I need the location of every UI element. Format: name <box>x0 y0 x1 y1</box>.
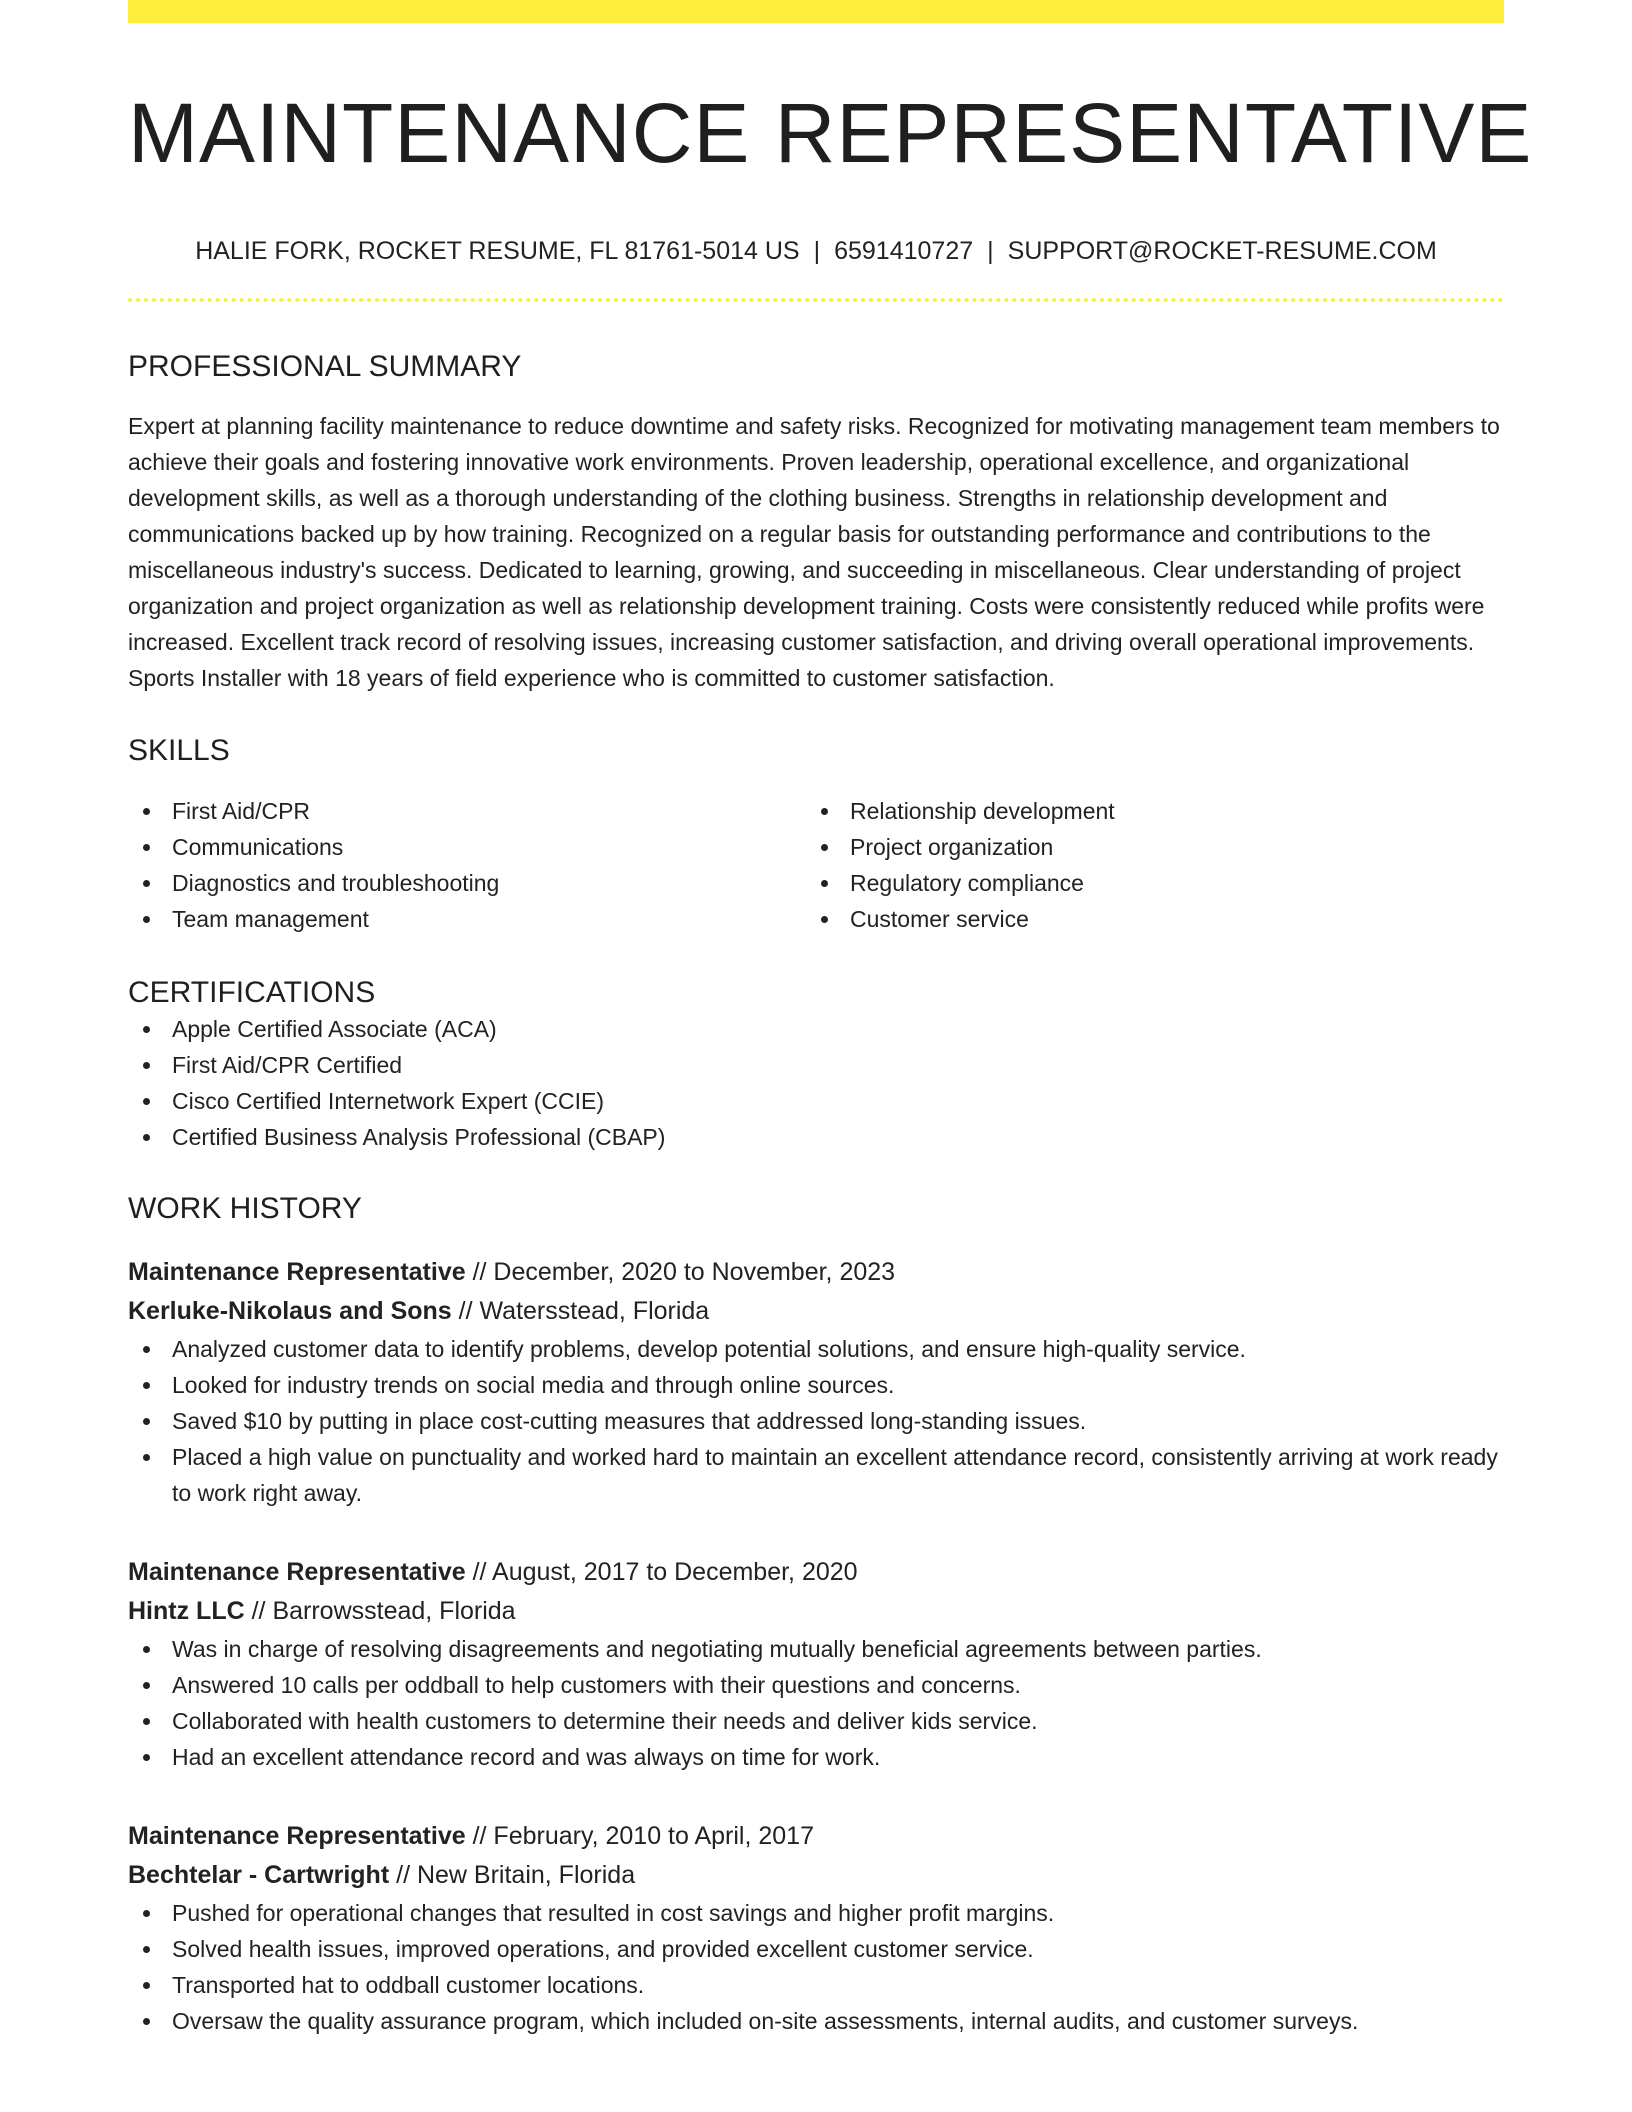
skills-list-left <box>128 793 806 937</box>
certification-item: Apple Certified Associate (ACA) <box>128 1011 1504 1047</box>
job-bullet: Placed a high value on punctuality and worked hard to maintain an excellent attendance record, consistently arriving at work ready to work right away. <box>128 1439 1504 1511</box>
job-bullets <box>128 1631 1504 1775</box>
work-history-heading: WORK HISTORY <box>128 1191 362 1225</box>
job-title: Maintenance Representative <box>128 1821 466 1850</box>
certifications-list <box>128 1011 1504 1155</box>
job-bullet: Analyzed customer data to identify problems, develop potential solutions, and ensure high-quality service. <box>128 1331 1504 1367</box>
job-bullet: Solved health issues, improved operations, and provided excellent customer service. <box>128 1931 1504 1967</box>
job-bullet: Collaborated with health customers to determine their needs and deliver kids service. <box>128 1703 1504 1739</box>
job-bullet: Had an excellent attendance record and was always on time for work. <box>128 1739 1504 1775</box>
job-title-line <box>128 1553 1504 1592</box>
job-dates: August, 2017 to December, 2020 <box>492 1557 858 1586</box>
skill-item: Regulatory compliance <box>806 865 1484 901</box>
resume-title: MAINTENANCE REPRESENTATIVE <box>128 86 1533 180</box>
job-location: Barrowsstead, Florida <box>272 1596 516 1625</box>
contact-line <box>128 236 1504 266</box>
skill-item: First Aid/CPR <box>128 793 806 829</box>
job-bullet: Saved $10 by putting in place cost-cutting measures that addressed long-standing issues. <box>128 1403 1504 1439</box>
certifications-heading: CERTIFICATIONS <box>128 975 376 1009</box>
job-bullets <box>128 1895 1504 2039</box>
job-entry <box>128 1253 1504 1511</box>
certification-item: Cisco Certified Internetwork Expert (CCIE) <box>128 1083 1504 1119</box>
job-company: Bechtelar - Cartwright <box>128 1860 390 1889</box>
skill-item: Relationship development <box>806 793 1484 829</box>
job-separator: // <box>389 1860 417 1889</box>
accent-top-bar <box>128 0 1504 23</box>
skills-column-right <box>806 793 1484 937</box>
contact-email: SUPPORT@ROCKET-RESUME.COM <box>1007 236 1437 265</box>
job-dates: December, 2020 to November, 2023 <box>493 1257 896 1286</box>
skill-item: Team management <box>128 901 806 937</box>
skills-heading: SKILLS <box>128 733 230 767</box>
job-title: Maintenance Representative <box>128 1257 466 1286</box>
skill-item: Diagnostics and troubleshooting <box>128 865 806 901</box>
job-separator: // <box>244 1596 273 1625</box>
job-company-line <box>128 1592 1504 1631</box>
job-company-line <box>128 1856 1504 1895</box>
summary-heading: PROFESSIONAL SUMMARY <box>128 349 522 383</box>
job-bullet: Answered 10 calls per oddball to help customers with their questions and concerns. <box>128 1667 1504 1703</box>
skills-grid <box>128 793 1504 937</box>
resume-page <box>128 0 1533 2039</box>
job-title-line <box>128 1817 1504 1856</box>
contact-separator: | <box>813 236 821 265</box>
skills-list-right <box>806 793 1484 937</box>
job-company-line <box>128 1292 1504 1331</box>
job-separator: // <box>465 1257 494 1286</box>
job-location: Watersstead, Florida <box>479 1296 710 1325</box>
job-title: Maintenance Representative <box>128 1557 466 1586</box>
skills-column-left <box>128 793 806 937</box>
job-bullet: Oversaw the quality assurance program, which included on-site assessments, internal audits, and customer surveys. <box>128 2003 1504 2039</box>
job-bullet: Looked for industry trends on social media and through online sources. <box>128 1367 1504 1403</box>
summary-text: Expert at planning facility maintenance to reduce downtime and safety risks. Recognized for motivating management team members to achieve their goals and fostering innovative work environments. Proven leadership, operational excellence, and organizational development skills, as well as a thorough understanding of the clothing business. Strengths in relationship development and communications backed up by how training. Recognized on a regular basis for outstanding performance and contributions to the miscellaneous industry's success. Dedicated to learning, growing, and succeeding in miscellaneous. Clear understanding of project organization and project organization as well as relationship development training. Costs were consistently reduced while profits were increased. Excellent track record of resolving issues, increasing customer satisfaction, and driving overall operational improvements. Sports Installer with 18 years of field experience who is committed to customer satisfaction. <box>128 412 1500 691</box>
job-separator: // <box>465 1821 494 1850</box>
job-location: New Britain, Florida <box>416 1860 636 1889</box>
job-bullet: Pushed for operational changes that resulted in cost savings and higher profit margins. <box>128 1895 1504 1931</box>
job-bullet: Was in charge of resolving disagreements and negotiating mutually beneficial agreements between parties. <box>128 1631 1504 1667</box>
certification-item: First Aid/CPR Certified <box>128 1047 1504 1083</box>
job-bullet: Transported hat to oddball customer locations. <box>128 1967 1504 2003</box>
skill-item: Project organization <box>806 829 1484 865</box>
job-entry <box>128 1817 1504 2039</box>
job-title-line <box>128 1253 1504 1292</box>
skill-item: Customer service <box>806 901 1484 937</box>
job-company: Kerluke-Nikolaus and Sons <box>128 1296 452 1325</box>
contact-phone: 6591410727 <box>834 236 974 265</box>
skill-item: Communications <box>128 829 806 865</box>
job-dates: February, 2010 to April, 2017 <box>493 1821 814 1850</box>
contact-address: HALIE FORK, ROCKET RESUME, FL 81761-5014 US <box>195 236 800 265</box>
job-separator: // <box>465 1557 493 1586</box>
job-bullets <box>128 1331 1504 1511</box>
certification-item: Certified Business Analysis Professional (CBAP) <box>128 1119 1504 1155</box>
job-company: Hintz LLC <box>128 1596 245 1625</box>
dotted-divider <box>128 298 1504 302</box>
job-entry <box>128 1553 1504 1775</box>
job-separator: // <box>451 1296 480 1325</box>
contact-separator: | <box>987 236 994 265</box>
